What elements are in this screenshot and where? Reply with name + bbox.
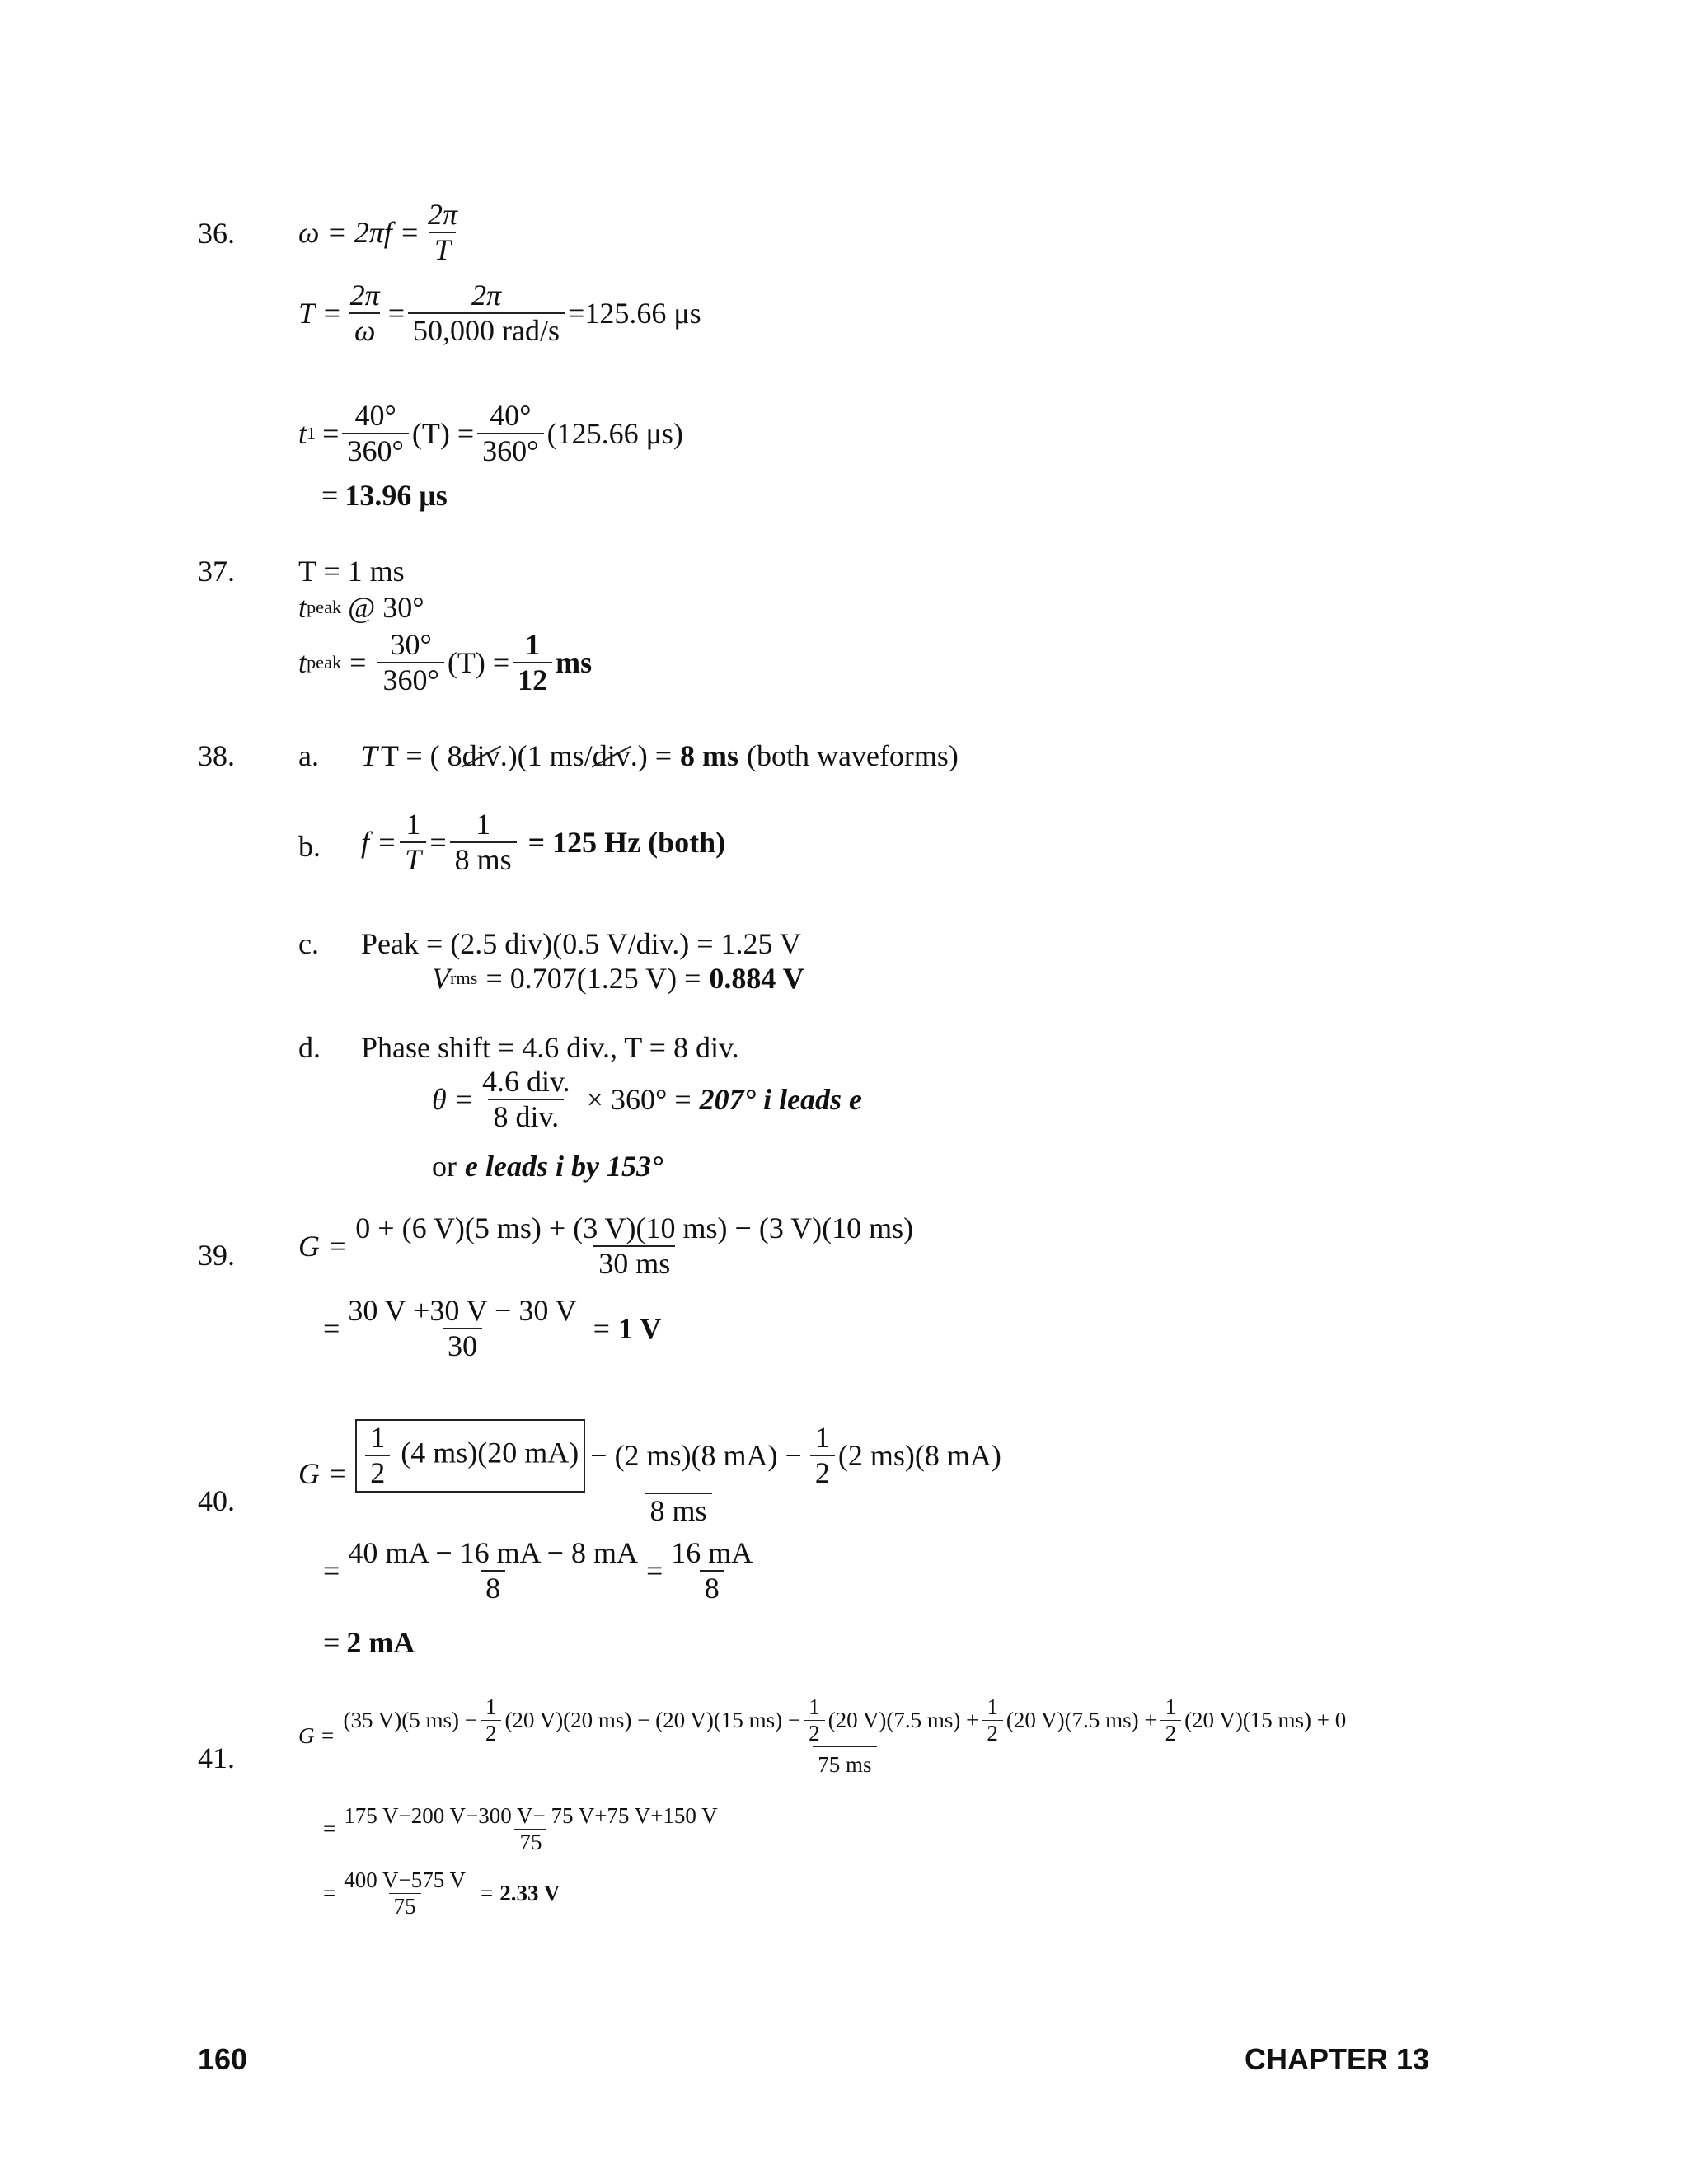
p38c-line-1: Peak = (2.5 div)(0.5 V/div.) = 1.25 V bbox=[361, 927, 801, 960]
p38b-label: b. bbox=[298, 830, 321, 863]
p36-period-result: =125.66 μs bbox=[568, 297, 701, 330]
p40-line-2: = $\frac{40 mA - 16 mA - 8 mA}{8}$ = $\frac{16 mA}{8}$ bbox=[323, 1536, 761, 1606]
p37-unit: ms bbox=[556, 646, 593, 680]
problem-number-36: 36. bbox=[198, 217, 235, 250]
p36-tail: (125.66 μs) bbox=[546, 417, 683, 451]
problem-number-38: 38. bbox=[198, 739, 235, 772]
p40-line-1: G = $\frac{1}{2}$ (4 ms)(20 mA) − (2 ms)(8 mA) − $\frac{1}{2}$ (2 ms)(8 mA) 8 ms bbox=[298, 1419, 1010, 1528]
p41-line-1: G = (35 V)(5 ms) − $\frac{1}{2}$ (20 V)(20 ms) − (20 V)(15 ms) − $\frac{1}{2}$ (20 V)(7.5 ms) + $\frac{1}{2}$ (20 V)(7.5 ms) + $\frac{1}{2}$ (20 V)(15 ms) + 0 75 ms bbox=[298, 1694, 1354, 1778]
p36-line-4 bbox=[321, 478, 448, 513]
p36-T-eq: T = bbox=[298, 297, 342, 330]
p36-fraction: $\frac{2\pi}{T}$ bbox=[428, 198, 458, 267]
equals: = bbox=[321, 479, 339, 512]
page-number: 160 bbox=[198, 2042, 248, 2076]
p38b-answer: = 125 Hz (both) bbox=[528, 826, 726, 860]
p41-fraction-c: $\frac{400 V-575 V}{75}$ bbox=[344, 1868, 466, 1919]
p37-answer-fraction: $\frac{1}{12}$ bbox=[513, 628, 552, 698]
p41-answer: 2.33 V bbox=[499, 1881, 560, 1906]
p36-mid: (T) = bbox=[411, 417, 475, 451]
p36-fraction-a: $\frac{2\pi}{\omega}$ bbox=[349, 279, 380, 348]
p38d-answer: 207° i leads e bbox=[699, 1083, 863, 1117]
p38b-line: f = $\frac{1}{T}$ = $\frac{1}{8 ms}$ = 125 Hz (both) bbox=[361, 808, 726, 877]
p39-fraction-a: $\frac{0 + (6 V)(5 ms) + (3 V)(10 ms) - (3 V)(10 ms)}{30 ms}$ bbox=[355, 1212, 914, 1281]
p38d-answer-2: e leads i by 153° bbox=[465, 1150, 663, 1183]
struck-div: div bbox=[592, 739, 631, 772]
p38d-line-3: or e leads i by 153° bbox=[432, 1150, 663, 1183]
p41-fraction-b: $\frac{175 V-200 V-300 V- 75 V+75 V+150 V}{75}$ bbox=[344, 1803, 718, 1855]
problem-number-40: 40. bbox=[198, 1484, 235, 1517]
p36-fraction-c: $\frac{40^\circ}{360^\circ}$ bbox=[342, 399, 408, 469]
subscript: 1 bbox=[307, 423, 316, 444]
p38a-answer: 8 ms bbox=[680, 739, 738, 772]
p38d-fraction: $\frac{\text{4.6 div.}}{\text{8 div.}}$ bbox=[481, 1065, 570, 1134]
chapter-label: CHAPTER 13 bbox=[1245, 2042, 1430, 2076]
p36-fraction-d: $\frac{40^\circ}{360^\circ}$ bbox=[477, 399, 543, 469]
p41-line-3: = $\frac{400 V-575 V}{75}$ = 2.33 V bbox=[323, 1868, 560, 1919]
p38c-answer: 0.884 V bbox=[709, 962, 804, 995]
equals: = bbox=[387, 297, 406, 330]
p36-omega-eq: ω = 2πf = bbox=[298, 216, 420, 250]
p40-answer: 2 mA bbox=[346, 1626, 415, 1659]
half-fraction: $\frac{1}{2}$ bbox=[810, 1421, 835, 1491]
p39-line-2: = $\frac{30 V +30 V - 30 V}{30}$ = 1 V bbox=[323, 1294, 662, 1363]
p36-line-3 bbox=[298, 399, 683, 469]
p38a-label: a. bbox=[298, 739, 319, 772]
equals: = bbox=[322, 417, 340, 451]
problem-number-41: 41. bbox=[198, 1741, 235, 1774]
p38b-fraction-a: $\frac{1}{T}$ bbox=[400, 808, 426, 878]
p39-answer: 1 V bbox=[617, 1312, 662, 1346]
struck-div: div bbox=[462, 739, 500, 772]
p38c-line-2: V rms = 0.707(1.25 V) = 0.884 V bbox=[432, 962, 804, 995]
p38d-line-2: θ = $\frac{\text{4.6 div.}}{\text{8 div.}}$ × 360° = 207° i leads e bbox=[432, 1065, 863, 1134]
p36-line-2 bbox=[298, 279, 701, 349]
p41-fraction-a: (35 V)(5 ms) − $\frac{1}{2}$ (20 V)(20 ms) − (20 V)(15 ms) − $\frac{1}{2}$ (20 V)(7.5 ms) + $\frac{1}{2}$ (20 V)(7.5 ms) + $\frac{1}{2}$ (20 V)(15 ms) + 0 75 ms bbox=[343, 1694, 1347, 1778]
p37-line-3: t peak = $\frac{30^\circ}{360^\circ}$ (T) = $\frac{1}{12}$ ms bbox=[298, 628, 593, 697]
p41-line-2: = $\frac{175 V-200 V-300 V- 75 V+75 V+150 V}{75}$ bbox=[323, 1803, 726, 1855]
p37-line-1: T = 1 ms bbox=[298, 555, 405, 588]
problem-number-39: 39. bbox=[198, 1239, 235, 1272]
p39-fraction-b: $\frac{30 V +30 V - 30 V}{30}$ bbox=[348, 1294, 577, 1363]
p40-fraction-a: $\frac{1}{2}$ (4 ms)(20 mA) − (2 ms)(8 mA) − $\frac{1}{2}$ (2 ms)(8 mA) 8 ms bbox=[350, 1419, 1006, 1528]
p38d-line-1: Phase shift = 4.6 div., T = 8 div. bbox=[361, 1031, 739, 1064]
half-fraction: $\frac{1}{2}$ bbox=[365, 1421, 390, 1491]
p38d-label: d. bbox=[298, 1031, 321, 1064]
p37-fraction: $\frac{30^\circ}{360^\circ}$ bbox=[377, 628, 443, 698]
p38c-label: c. bbox=[298, 927, 319, 960]
p38b-fraction-b: $\frac{1}{8 ms}$ bbox=[450, 808, 517, 878]
t-symbol: t bbox=[298, 417, 307, 451]
p36-answer: 13.96 μs bbox=[345, 479, 448, 512]
p36-fraction-b: $\frac{2\pi}{\text{50,000 rad/s}}$ bbox=[408, 279, 565, 349]
p38a-line: T T = ( 8 div .)(1 ms/ div .) = 8 ms (both waveforms) bbox=[361, 739, 959, 772]
p40-fraction-c: $\frac{16 mA}{8}$ bbox=[671, 1536, 753, 1605]
problem-number-37: 37. bbox=[198, 555, 235, 588]
p40-line-3: = 2 mA bbox=[323, 1626, 415, 1659]
p39-line-1: G = $\frac{0 + (6 V)(5 ms) + (3 V)(10 ms) - (3 V)(10 ms)}{30 ms}$ bbox=[298, 1212, 921, 1282]
p40-fraction-b: $\frac{40 mA - 16 mA - 8 mA}{8}$ bbox=[348, 1536, 638, 1605]
p36-line-1 bbox=[298, 198, 466, 268]
p37-line-2: t peak @ 30° bbox=[298, 591, 424, 624]
